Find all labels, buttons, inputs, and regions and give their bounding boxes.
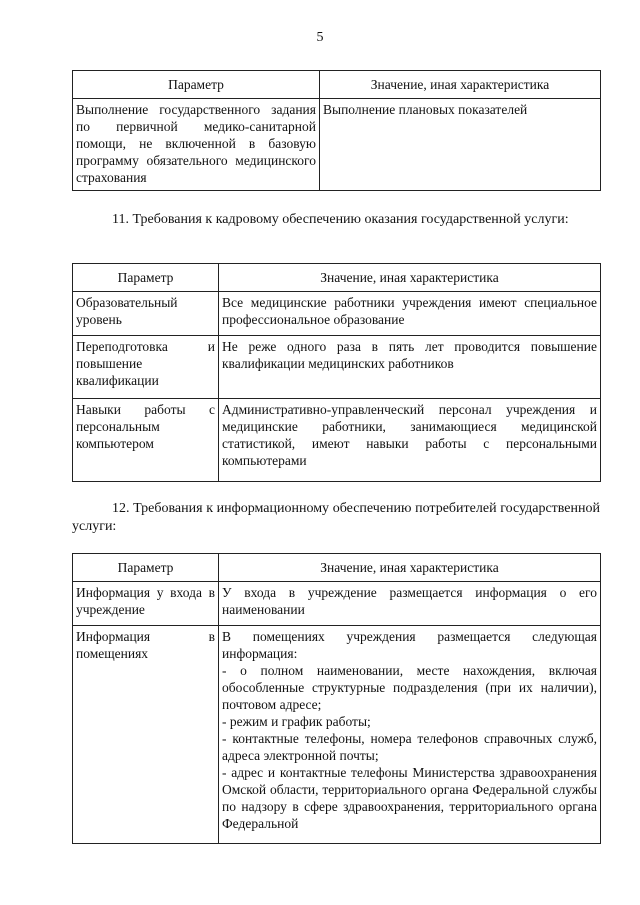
header-parameter: Параметр — [73, 554, 219, 582]
cell-value — [219, 626, 601, 844]
info-line: В помещениях учреждения размещается следующая информация: — [222, 629, 597, 661]
table-row — [73, 626, 601, 844]
cell-value: Все медицинские работники учреждения имеют специальное профессиональное образование — [219, 292, 601, 336]
cell-parameter: Образовательный уровень — [73, 292, 219, 336]
section-11-text: 11. Требования к кадровому обеспечению оказания государственной услуги: — [112, 212, 569, 227]
section-12-heading — [72, 500, 600, 536]
table-header-row — [73, 554, 601, 582]
table-row — [73, 582, 601, 626]
table-header-row — [73, 264, 601, 292]
section-12-text: 12. Требования к информационному обеспечению потребителей государственной услуги: — [72, 501, 600, 534]
cell-value: Выполнение плановых показателей — [320, 99, 601, 191]
table-row — [73, 292, 601, 336]
cell-parameter: Информация в помещениях — [73, 626, 219, 844]
page-number: 5 — [316, 30, 324, 45]
table-header-row — [73, 71, 601, 99]
table-2 — [72, 263, 601, 482]
cell-parameter: Выполнение государственного задания по первичной медико-санитарной помощи, не включенной в базовую программу обязательного медицинского страхования — [73, 99, 320, 191]
info-line: - о полном наименовании, месте нахождения, включая обособленные структурные подразделения (при их наличии), почтовом адресе; — [222, 663, 597, 712]
table-1 — [72, 70, 601, 191]
info-line: - режим и график работы; — [222, 714, 371, 729]
table-row — [73, 99, 601, 191]
header-value: Значение, иная характеристика — [219, 554, 601, 582]
table-row — [73, 399, 601, 482]
cell-value: Не реже одного раза в пять лет проводится повышение квалификации медицинских работников — [219, 336, 601, 399]
table-3 — [72, 553, 601, 844]
cell-parameter: Переподготовка и повышение квалификации — [73, 336, 219, 399]
section-11-heading — [72, 211, 600, 229]
info-line: - контактные телефоны, номера телефонов справочных служб, адреса электронной почты; — [222, 731, 597, 763]
cell-value: Административно-управленческий персонал учреждения и медицинские работники, занимающиеся медицинской статистикой, имеют навыки работы с персональными компьютерами — [219, 399, 601, 482]
cell-parameter: Навыки работы с персональным компьютером — [73, 399, 219, 482]
header-value: Значение, иная характеристика — [320, 71, 601, 99]
header-parameter: Параметр — [73, 264, 219, 292]
cell-parameter: Информация у входа в учреждение — [73, 582, 219, 626]
cell-value: У входа в учреждение размещается информация о его наименовании — [219, 582, 601, 626]
header-value: Значение, иная характеристика — [219, 264, 601, 292]
header-parameter: Параметр — [73, 71, 320, 99]
table-row — [73, 336, 601, 399]
info-line: - адрес и контактные телефоны Министерства здравоохранения Омской области, территориального органа Федеральной службы по надзору в сфере здравоохранения, территориального органа Федеральной — [222, 765, 597, 831]
